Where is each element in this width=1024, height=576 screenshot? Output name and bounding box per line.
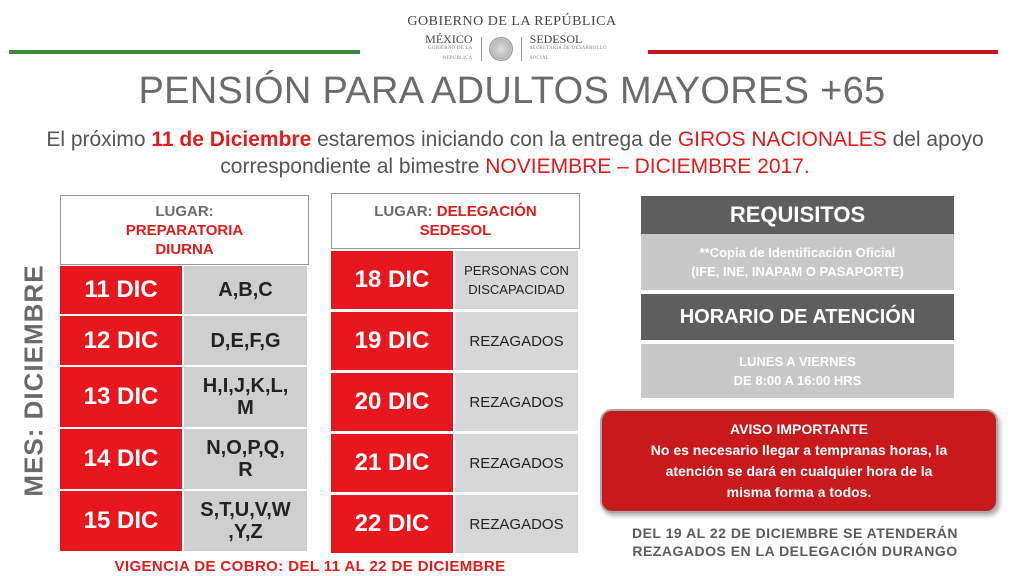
table1-location-header <box>60 195 309 265</box>
government-title: GOBIERNO DE LA REPÚBLICA <box>407 14 617 29</box>
horario-line-1: LUNES A VIERNES <box>739 354 856 369</box>
table1-letters-cell: H,I,J,K,L, M <box>184 367 307 427</box>
table1-date-cell: 12 DIC <box>60 316 182 365</box>
table2-desc-cell: REZAGADOS <box>455 495 578 553</box>
aviso-line-3: misma forma a todos. <box>726 484 872 500</box>
horario-line-2: DE 8:00 A 16:00 HRS <box>733 373 862 388</box>
coat-of-arms-icon <box>489 37 512 61</box>
red-header-bar <box>648 50 998 54</box>
table1-letters-cell: A,B,C <box>184 266 307 314</box>
table2-location-value-2: SEDESOL <box>419 222 492 239</box>
intro-paragraph <box>30 126 1000 180</box>
table1-letters-cell: S,T,U,V,W ,Y,Z <box>184 491 307 551</box>
rezagados-note <box>590 524 1000 560</box>
table1-date-cell: 15 DIC <box>60 491 182 551</box>
green-header-bar <box>9 50 360 54</box>
intro-date: 11 de Diciembre <box>151 128 312 151</box>
table2-date-cell: 22 DIC <box>331 495 453 553</box>
table2-date-cell: 20 DIC <box>331 373 453 431</box>
rezagados-note-line-1: DEL 19 AL 22 DE DICIEMBRE SE ATENDERÁN <box>631 525 959 541</box>
table1-location-value-2: DIURNA <box>155 240 214 258</box>
table2-desc-cell: REZAGADOS <box>455 312 578 370</box>
table2-desc-cell: PERSONAS CON DISCAPACIDAD <box>455 251 578 309</box>
logo-divider <box>521 37 522 61</box>
table1-date-cell: 13 DIC <box>60 367 182 427</box>
horario-title: HORARIO DE ATENCIÓN <box>641 294 954 340</box>
aviso-importante-box <box>600 409 998 513</box>
table2-location-value-1: DELEGACIÓN <box>436 203 537 220</box>
month-label-text: MES: DICIEMBRE <box>18 263 49 497</box>
logo-divider <box>481 37 482 61</box>
table2-desc-cell: REZAGADOS <box>455 373 578 431</box>
aviso-line-2: atención se dará en cualquier hora de la <box>665 463 933 479</box>
page-title: PENSIÓN PARA ADULTOS MAYORES +65 <box>138 70 886 112</box>
aviso-line-1: No es necesario llegar a tempranas horas, la <box>650 442 948 458</box>
government-logos <box>400 34 624 64</box>
intro-giros: GIROS NACIONALES <box>677 128 887 151</box>
table1-date-cell: 14 DIC <box>60 429 182 489</box>
sedesol-sublabel: SECRETARÍA DE DESARROLLO SOCIAL <box>529 46 607 61</box>
month-label <box>14 230 54 530</box>
rezagados-note-line-2: REZAGADOS EN LA DELEGACIÓN DURANGO <box>632 543 958 559</box>
intro-bimestre: NOVIEMBRE – DICIEMBRE 2017. <box>485 155 810 178</box>
table1-date-cell: 11 DIC <box>60 266 182 314</box>
table1-letters-cell: N,O,P,Q, R <box>184 429 307 489</box>
table2-date-cell: 18 DIC <box>331 251 453 309</box>
table2-location-label: LUGAR: <box>374 203 437 220</box>
aviso-title: AVISO IMPORTANTE <box>730 421 868 437</box>
table1-location-label: LUGAR: <box>155 202 214 220</box>
table1-location-value-1: PREPARATORIA <box>125 221 244 239</box>
requisitos-title: REQUISITOS <box>641 196 954 234</box>
sedesol-label: SEDESOL <box>529 32 583 46</box>
intro-text-3: del apoyo correspondiente al bimestre <box>220 128 984 178</box>
mexico-sublabel: GOBIERNO DE LA REPÚBLICA <box>428 46 473 61</box>
sedesol-logo-text <box>530 34 624 64</box>
table2-location-header <box>331 193 580 249</box>
requisitos-line-1: **Copia de Identificación Oficial <box>699 245 896 260</box>
mexico-label: MÉXICO <box>425 32 473 46</box>
table2-desc-cell: REZAGADOS <box>455 434 578 492</box>
vigencia-note: VIGENCIA DE COBRO: DEL 11 AL 22 DE DICIEMBRE <box>114 558 506 575</box>
mexico-logo-text <box>400 34 473 64</box>
horario-body <box>641 344 954 398</box>
table1-letters-cell: D,E,F,G <box>184 316 307 365</box>
table2-date-cell: 19 DIC <box>331 312 453 370</box>
requisitos-line-2: (IFE, INE, INAPAM O PASAPORTE) <box>691 264 904 279</box>
table2-date-cell: 21 DIC <box>331 434 453 492</box>
intro-text-1: El próximo <box>46 128 152 151</box>
requisitos-body <box>641 234 954 290</box>
intro-text-2: estaremos iniciando con la entrega de <box>311 128 678 151</box>
